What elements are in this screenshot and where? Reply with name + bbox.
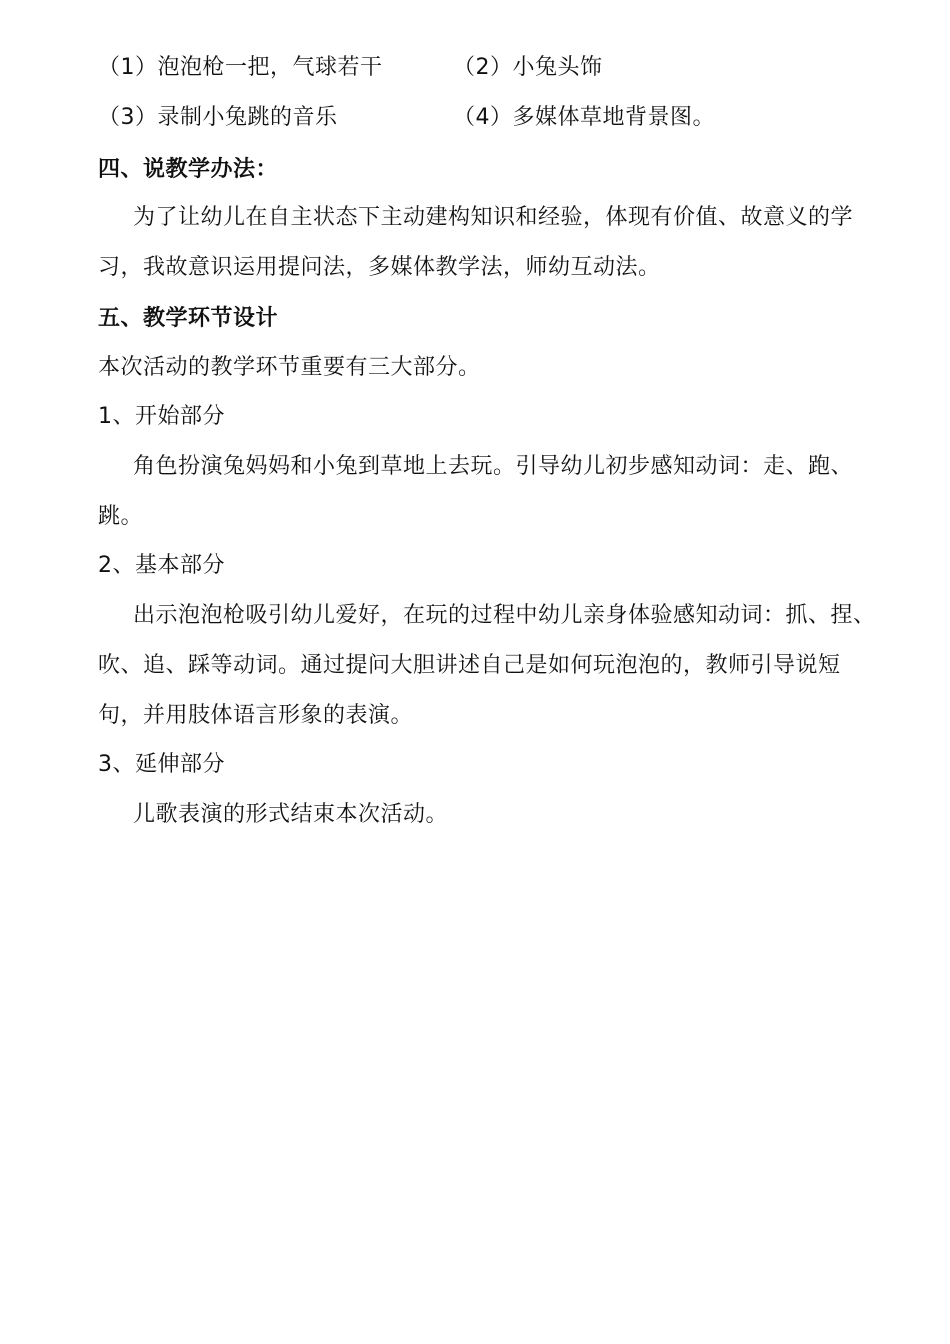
paragraph-line: 为了让幼儿在自主状态下主动建构知识和经验，体现有价值、故意义的学 [133,205,854,230]
subsection-title-part2: 2、基本部分 [98,553,225,578]
material-item-1: （1）泡泡枪一把，气球若干 [98,55,383,80]
subsection-title-part3: 3、延伸部分 [98,752,225,777]
material-item-2: （2）小兔头饰 [453,55,603,80]
paragraph-line: 出示泡泡枪吸引幼儿爱好，在玩的过程中幼儿亲身体验感知动词：抓、捏、 [133,603,876,628]
paragraph-line: 吹、追、踩等动词。通过提问大胆讲述自己是如何玩泡泡的，教师引导说短 [98,653,841,678]
paragraph-line: 本次活动的教学环节重要有三大部分。 [98,355,481,380]
subsection-title-part1: 1、开始部分 [98,404,225,429]
paragraph-line: 习，我故意识运用提问法，多媒体教学法，师幼互动法。 [98,255,661,280]
material-item-4: （4）多媒体草地背景图。 [453,105,715,130]
paragraph-line: 句，并用肢体语言形象的表演。 [98,703,414,728]
paragraph-line: 儿歌表演的形式结束本次活动。 [133,802,449,827]
material-item-3: （3）录制小兔跳的音乐 [98,105,338,130]
paragraph-line: 跳。 [98,504,144,529]
section-heading-teaching-methods: 四、说教学办法： [98,157,279,182]
section-heading-teaching-design: 五、教学环节设计 [98,306,279,331]
paragraph-line: 角色扮演兔妈妈和小兔到草地上去玩。引导幼儿初步感知动词：走、跑、 [133,454,854,479]
